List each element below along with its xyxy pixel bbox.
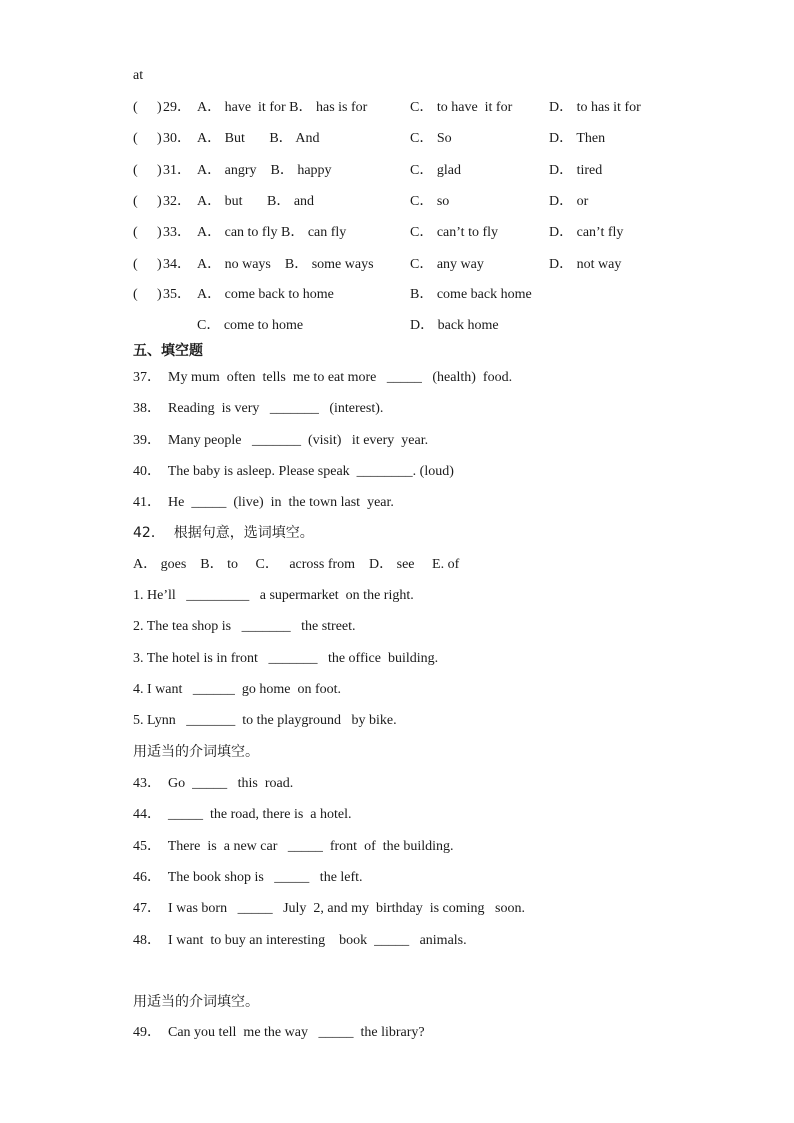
answer-paren-close: ) <box>157 162 162 178</box>
top-fragment: at <box>133 68 144 83</box>
q42-title: 42． 根据句意，选词填空。 <box>133 525 314 541</box>
answer-paren-open[interactable]: ( <box>133 287 138 302</box>
prep-question: 44． _____ the road, there is a hotel. <box>133 807 352 823</box>
option-c: C． come to home <box>197 318 304 333</box>
question-number: 32． <box>163 193 191 209</box>
question-number: 31． <box>163 162 191 178</box>
option-d: D． back home <box>410 318 499 333</box>
answer-paren-open[interactable]: ( <box>133 100 138 115</box>
option-d: D． Then <box>549 131 606 147</box>
option-c: C． So <box>410 131 452 147</box>
prep-question: 45． There is a new car _____ front of the building. <box>133 838 454 854</box>
option-c: C． can’t to fly <box>410 225 499 241</box>
option-c: C． so <box>410 193 450 209</box>
fill-question: 38． Reading is very _______ (interest). <box>133 401 384 417</box>
prep-question: 48． I want to buy an interesting book _____ animals. <box>133 932 467 948</box>
fill-question: 39． Many people _______ (visit) it every year. <box>133 432 429 448</box>
prep-question: 47． I was born _____ July 2, and my birthday is coming soon. <box>133 901 525 917</box>
prep-question: 46． The book shop is _____ the left. <box>133 869 363 885</box>
fill-question: 40． The baby is asleep. Please speak ________. (loud) <box>133 463 454 479</box>
options-a-b: A． angry B． happy <box>197 162 332 178</box>
answer-paren-close: ) <box>157 225 162 241</box>
options-a-b: A． have it for B． has is for <box>197 100 368 115</box>
answer-paren-open[interactable]: ( <box>133 225 138 241</box>
option-d: D． or <box>549 193 589 209</box>
question-number: 35． <box>163 287 191 302</box>
options-a-b: A． But B． And <box>197 131 320 147</box>
question-number: 29． <box>163 100 191 115</box>
options-a-b: A． can to fly B． can fly <box>197 225 347 241</box>
answer-paren-open[interactable]: ( <box>133 193 138 209</box>
option-c: C． to have it for <box>410 100 513 115</box>
question-49: 49． Can you tell me the way _____ the library? <box>133 1025 425 1040</box>
option-d: D． can’t fly <box>549 225 624 241</box>
answer-paren-close: ) <box>157 193 162 209</box>
option-d: D． to has it for <box>549 100 641 115</box>
options-a-b: A． no ways B． some ways <box>197 256 374 272</box>
answer-paren-open[interactable]: ( <box>133 162 138 178</box>
q42-word-bank: A． goes B． to C． across from D． see E. of <box>133 557 460 572</box>
q42-item: 5. Lynn _______ to the playground by bike. <box>133 713 397 729</box>
prep-section-title-1: 用适当的介词填空。 <box>133 744 259 760</box>
answer-paren-close: ) <box>157 256 162 272</box>
question-number: 30． <box>163 131 191 147</box>
section-5-title: 五、填空题 <box>133 343 203 359</box>
option-b: B． come back home <box>410 287 532 302</box>
q42-item: 1. He’ll _________ a supermarket on the right. <box>133 588 414 603</box>
q42-item: 2. The tea shop is _______ the street. <box>133 619 356 635</box>
options-a-b: A． but B． and <box>197 193 315 209</box>
answer-paren-close: ) <box>157 131 162 147</box>
option-d: D． tired <box>549 162 603 178</box>
fill-question: 37． My mum often tells me to eat more _____ (health) food. <box>133 370 513 385</box>
option-c: C． glad <box>410 162 461 178</box>
fill-question: 41． He _____ (live) in the town last year. <box>133 495 394 511</box>
q42-item: 4. I want ______ go home on foot. <box>133 681 342 697</box>
prep-section-title-2: 用适当的介词填空。 <box>133 994 259 1010</box>
question-number: 33． <box>163 225 191 241</box>
answer-paren-open[interactable]: ( <box>133 131 138 147</box>
q42-item: 3. The hotel is in front _______ the office building. <box>133 650 439 666</box>
answer-paren-close: ) <box>157 100 162 115</box>
question-number: 34． <box>163 256 191 272</box>
option-d: D． not way <box>549 256 622 272</box>
answer-paren-close: ) <box>157 287 162 302</box>
option-a: A． come back to home <box>197 287 334 302</box>
answer-paren-open[interactable]: ( <box>133 256 138 272</box>
prep-question: 43． Go _____ this road. <box>133 776 294 791</box>
option-c: C． any way <box>410 256 484 272</box>
